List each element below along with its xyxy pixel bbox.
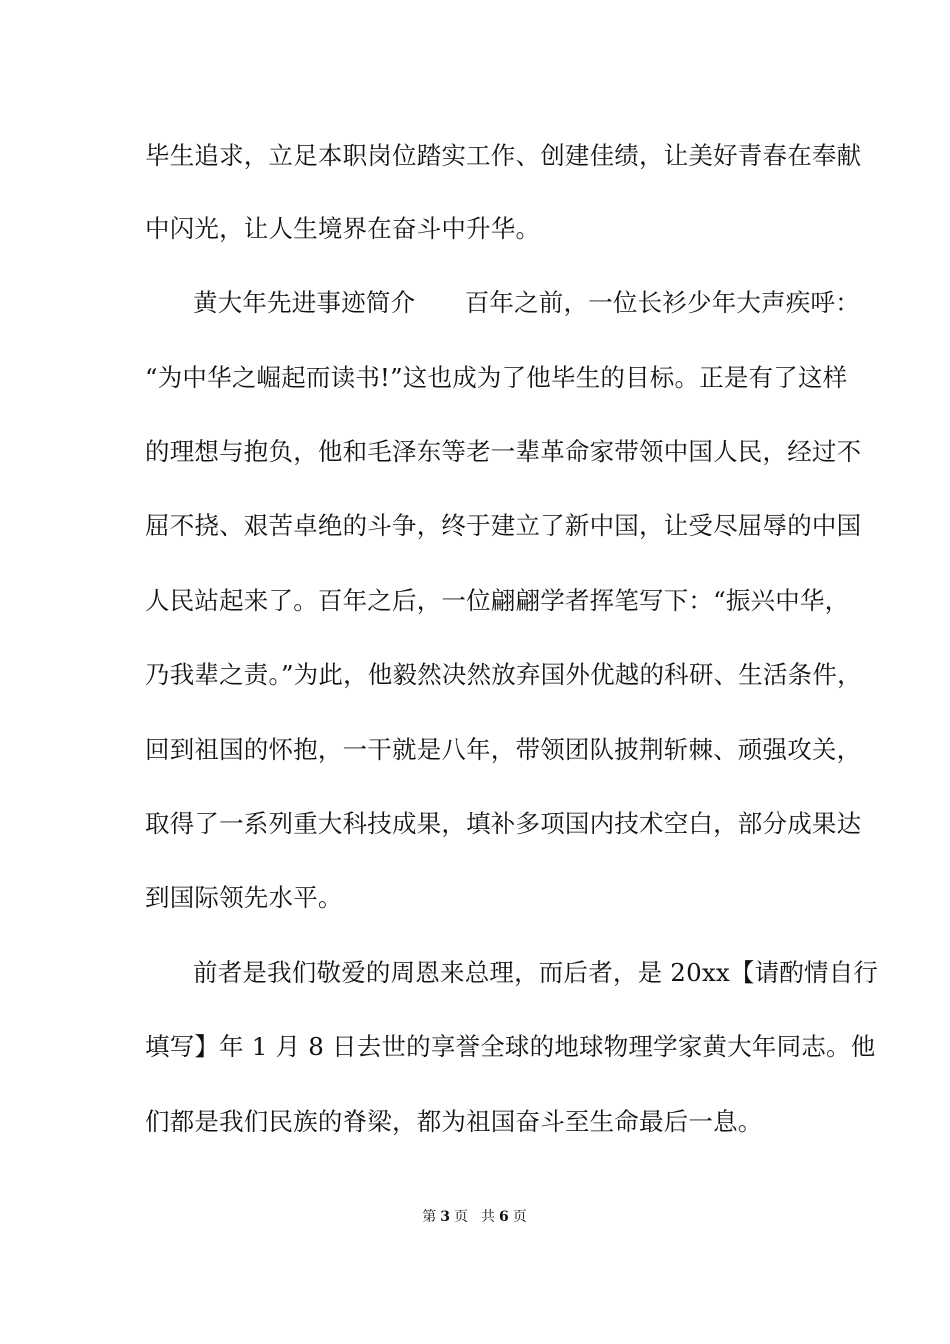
text-line: 人民站起来了。百年之后，一位翩翩学者挥笔写下：“振兴中华， bbox=[145, 586, 850, 615]
text-line: 们都是我们民族的脊梁，都为祖国奋斗至生命最后一息。 bbox=[145, 1107, 763, 1136]
text-line: 屈不挠、艰苦卓绝的斗争，终于建立了新中国，让受尽屈辱的中国 bbox=[145, 511, 862, 540]
footer-total-suffix: 页 bbox=[512, 1209, 528, 1225]
text-line: 乃我辈之责。”为此，他毅然决然放弃国外优越的科研、生活条件， bbox=[145, 660, 862, 689]
text-line: 回到祖国的怀抱，一干就是八年，带领团队披荆斩棘、顽强攻关， bbox=[145, 735, 862, 764]
page-footer bbox=[0, 1208, 950, 1226]
footer-page-word: 页 bbox=[454, 1209, 469, 1225]
footer-total-pages: 6 bbox=[499, 1209, 510, 1225]
text-line: 中闪光，让人生境界在奋斗中升华。 bbox=[145, 214, 541, 243]
text-line: 的理想与抱负，他和毛泽东等老一辈革命家带领中国人民，经过不 bbox=[145, 437, 862, 466]
text-line: 前者是我们敬爱的周恩来总理，而后者，是 20xx【请酌情自行 bbox=[193, 958, 879, 987]
footer-current-page: 3 bbox=[440, 1209, 451, 1225]
text-line: 取得了一系列重大科技成果，填补多项国内技术空白，部分成果达 bbox=[145, 809, 862, 838]
text-line: 到国际领先水平。 bbox=[145, 883, 343, 912]
text-line: 填写】年 1 月 8 日去世的享誉全球的地球物理学家黄大年同志。他 bbox=[145, 1032, 876, 1061]
footer-total-prefix: 共 bbox=[481, 1209, 496, 1225]
section-heading-line: 黄大年先进事迹简介 百年之前，一位长衫少年大声疾呼： bbox=[193, 288, 860, 317]
text-line: 毕生追求，立足本职岗位踏实工作、创建佳绩，让美好青春在奉献 bbox=[145, 141, 862, 170]
footer-page-prefix: 第 bbox=[422, 1209, 438, 1225]
text-line: “为中华之崛起而读书!”这也成为了他毕生的目标。正是有了这样 bbox=[145, 363, 848, 392]
